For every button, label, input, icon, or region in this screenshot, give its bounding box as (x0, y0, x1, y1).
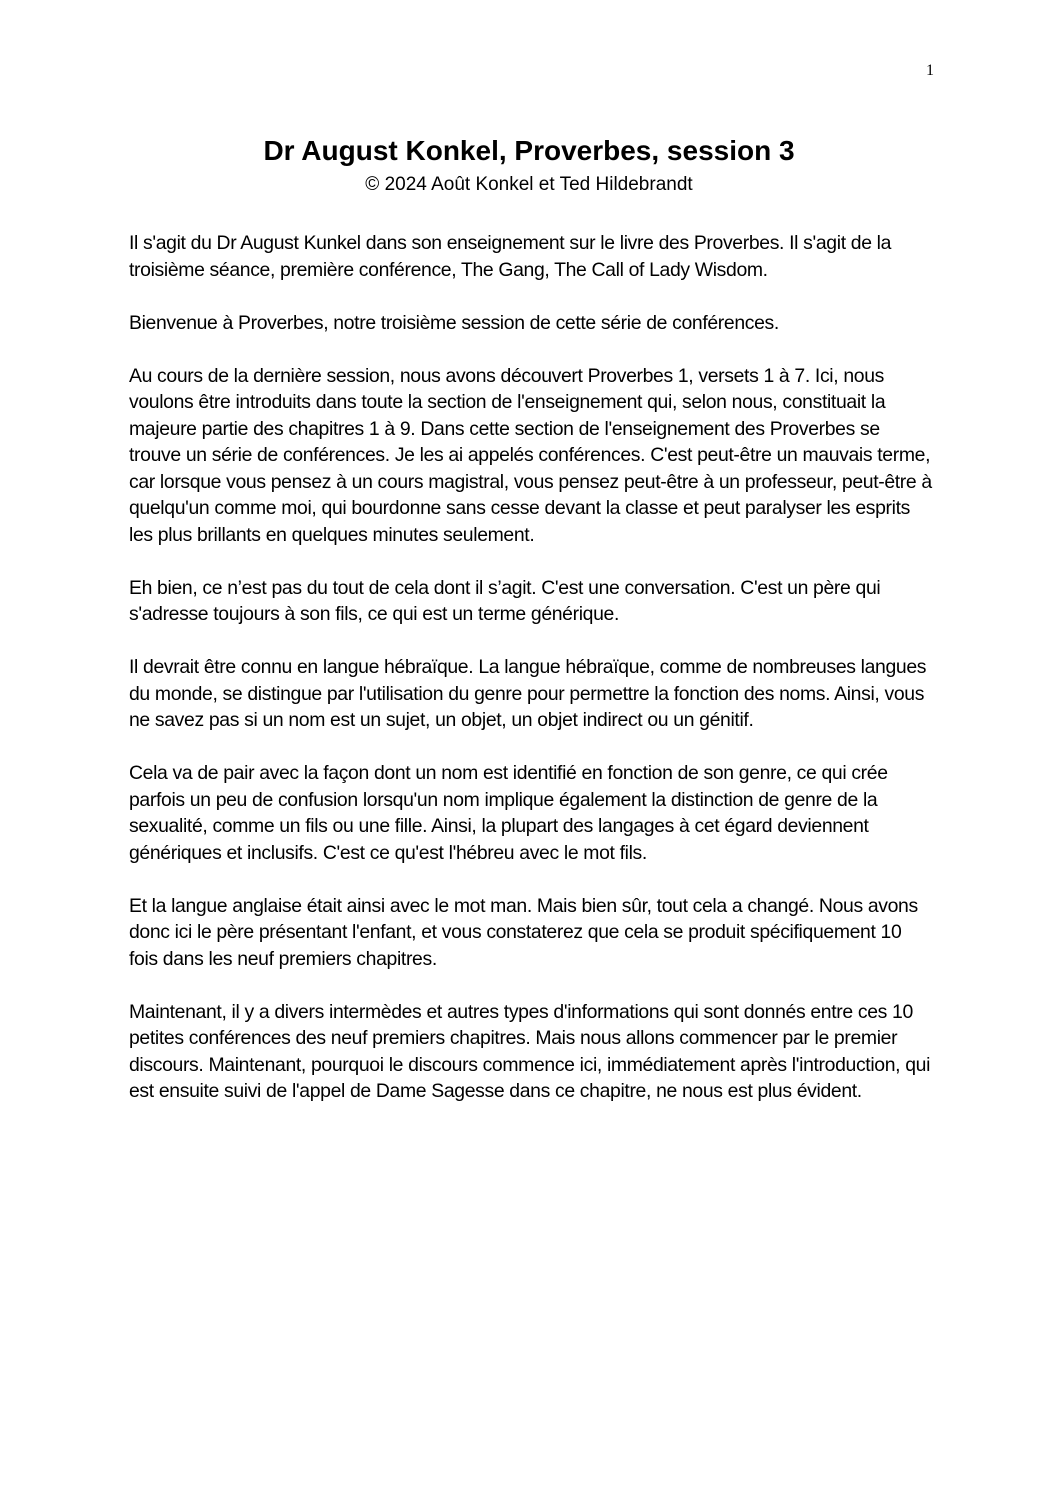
paragraph: Maintenant, il y a divers intermèdes et autres types d'informations qui sont donnés entre ces 10 petites conférences des neuf premiers chapitres. Mais nous allons commencer par le premier discours. Maintenant, pourquoi le discours commence ici, immédiatement après l'introduction, qui est ensuite suivi de l'appel de Dame Sagesse dans ce chapitre, ne nous est plus évident. (129, 1000, 931, 1102)
paragraph: Il devrait être connu en langue hébraïque. La langue hébraïque, comme de nombreuses langues du monde, se distingue par l'utilisation du genre pour permettre la fonction des noms. Ainsi, vous ne savez pas si un nom est un sujet, un objet, un objet indirect ou un génitif. (129, 656, 927, 731)
paragraph: Cela va de pair avec la façon dont un nom est identifié en fonction de son genre, ce qui crée parfois un peu de confusion lorsqu'un nom implique également la distinction de genre de la sexualité, comme un fils ou une fille. Ainsi, la plupart des langages à cet égard deviennent génériques et inclusifs. C'est ce qu'est l'hébreu avec le mot fils. (129, 762, 888, 864)
document-title: Dr August Konkel, Proverbes, session 3 (263, 135, 795, 166)
page-number: 1 (926, 62, 934, 79)
paragraph: Et la langue anglaise était ainsi avec le mot man. Mais bien sûr, tout cela a changé. Nous avons donc ici le père présentant l'enfant, et vous constaterez que cela se produit spécifiquement 10 fois dans les neuf premiers chapitres. (129, 894, 918, 970)
paragraph: Eh bien, ce n’est pas du tout de cela dont il s’agit. C'est une conversation. C'est un père qui s'adresse toujours à son fils, ce qui est un terme générique. (129, 576, 881, 625)
paragraph: Il s'agit du Dr August Kunkel dans son enseignement sur le livre des Proverbes. Il s'agit de la troisième séance, première conférence, The Gang, The Call of Lady Wisdom. (129, 232, 892, 281)
document-body (129, 230, 935, 1131)
paragraph: Au cours de la dernière session, nous avons découvert Proverbes 1, versets 1 à 7. Ici, nous voulons être introduits dans toute la section de l'enseignement qui, selon nous, constituait la majeure partie des chapitres 1 à 9. Dans cette section de l'enseignement des Proverbes se trouve un série de conférences. Je les ai appelés conférences. C'est peut-être un mauvais terme, car lorsque vous pensez à un cours magistral, vous pensez peut-être à un professeur, peut-être à quelqu'un comme moi, qui bourdonne sans cesse devant la classe et peut paralyser les esprits les plus brillants en quelques minutes seulement. (129, 364, 932, 546)
paragraph: Bienvenue à Proverbes, notre troisième session de cette série de conférences. (129, 311, 779, 334)
copyright-line: © 2024 Août Konkel et Ted Hildebrandt (365, 174, 693, 195)
